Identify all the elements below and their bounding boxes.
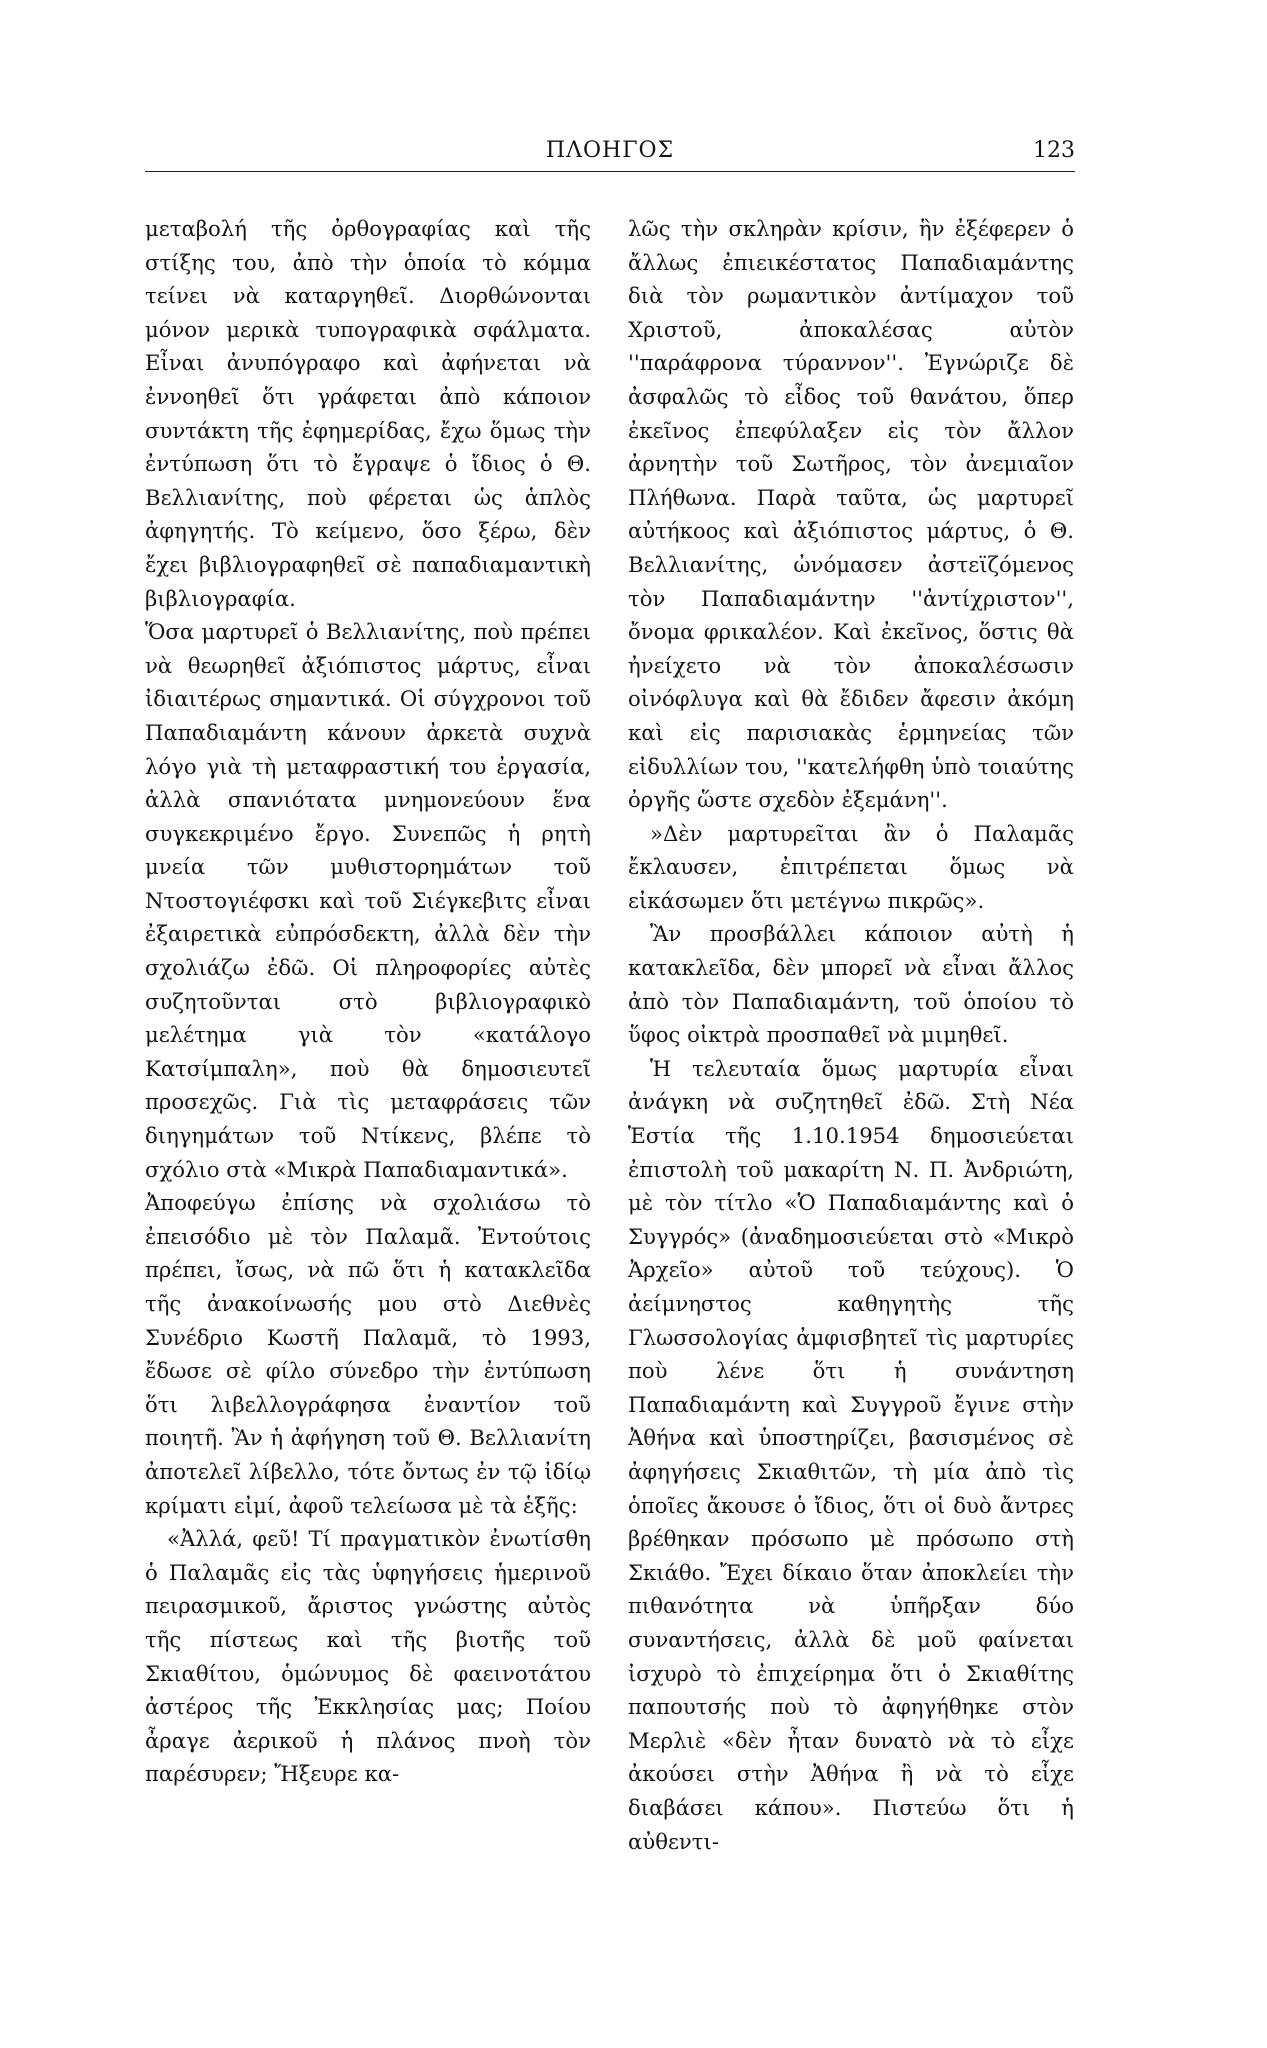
paragraph: Ἡ τελευταία ὅμως μαρτυρία εἶναι ἀνάγκη νὰ συζητηθεῖ ἐδῶ. Στὴ Νέα Ἑστία τῆς 1.10.1954 δημοσιεύεται ἐπιστολὴ τοῦ μακαρίτη Ν. Π. Ἀνδριώτη, μὲ τὸν τίτλο «Ὁ Παπαδιαμάντης καὶ ὁ Συγγρός» (ἀναδημοσιεύεται στὸ «Μικρὸ Ἀρχεῖο» αὐτοῦ τοῦ τεύχους). Ὁ ἀείμνηστος καθηγητὴς τῆς Γλωσσολογίας ἀμφισβητεῖ τὶς μαρτυρίες ποὺ λένε ὅτι ἡ συνάντηση Παπαδιαμάντη καὶ Συγγροῦ ἔγινε στὴν Ἀθήνα καὶ ὑποστηρίζει, βασισμένος σὲ ἀφηγήσεις Σκιαθιτῶν, τὴ μία ἀπὸ τὶς ὁποῖες ἄκουσε ὁ ἴδιος, ὅτι οἱ δυὸ ἄντρες βρέθηκαν πρόσωπο μὲ πρόσωπο στὴ Σκιάθο. Ἔχει δίκαιο ὅταν ἀποκλείει τὴν πιθανότητα νὰ ὑπῆρξαν δύο συναντήσεις, ἀλλὰ δὲ μοῦ φαίνεται ἰσχυρὸ τὸ ἐπιχείρημα ὅτι ὁ Σκιαθίτης παπουτσής ποὺ τὸ ἀφηγήθηκε στὸν Μερλιὲ «δὲν ἦταν δυνατὸ νὰ τὸ εἶχε ἀκούσει στὴν Ἀθήνα ἢ νὰ τὸ εἶχε διαβάσει κάπου». Πιστεύω ὅτι ἡ αὐθεντι- [628, 1055, 1074, 1854]
left-column [145, 212, 591, 1791]
paragraph: Ὅσα μαρτυρεῖ ὁ Βελλιανίτης, ποὺ πρέπει νὰ θεωρηθεῖ ἀξιόπιστος μάρτυς, εἶναι ἰδιαιτέρως σημαντικά. Οἱ σύγχρονοι τοῦ Παπαδιαμάντη κάνουν ἀρκετὰ συχνὰ λόγο γιὰ τὴ μεταφραστική του ἐργασία, ἀλλὰ σπανιότατα μνημονεύουν ἕνα συγκεκριμένο ἔργο. Συνεπῶς ἡ ρητὴ μνεία τῶν μυθιστορημάτων τοῦ Ντοστογιέφσκι καὶ τοῦ Σιέγκεβιτς εἶναι ἐξαιρετικὰ εὐπρόσδεκτη, ἀλλὰ δὲν τὴν σχολιάζω ἐδῶ. Οἱ πληροφορίες αὐτὲς συζητοῦνται στὸ βιβλιογραφικὸ μελέτημα γιὰ τὸν «κατάλογο Κατσίμπαλη», ποὺ θὰ δημοσιευτεῖ προσεχῶς. Γιὰ τὶς μεταφράσεις τῶν διηγημάτων τοῦ Ντίκενς, βλέπε τὸ σχόλιο στὰ «Μικρὰ Παπαδιαμαντικά». [145, 619, 591, 1182]
paragraph: λῶς τὴν σκληρὰν κρίσιν, ἣν ἐξέφερεν ὁ ἄλλως ἐπιεικέστατος Παπαδιαμάντης διὰ τὸν ρωμαντικὸν ἀντίμαχον τοῦ Χριστοῦ, ἀποκαλέσας αὐτὸν ''παράφρονα τύραννον''. Ἐγνώριζε δὲ ἀσφαλῶς τὸ εἶδος τοῦ θανάτου, ὅπερ ἐκεῖνος ἐπεφύλαξεν εἰς τὸν ἄλλον ἀρνητὴν τοῦ Σωτῆρος, τὸν ἀνεμιαῖον Πλήθωνα. Παρὰ ταῦτα, ὡς μαρτυρεῖ αὐτήκοος καὶ ἀξιόπιστος μάρτυς, ὁ Θ. Βελλιανίτης, ὠνόμασεν ἀστεϊζόμενος τὸν Παπαδιαμάντην ''ἀντίχριστον'', ὄνομα φρικαλέον. Καὶ ἐκεῖνος, ὅστις θὰ ἠνείχετο νὰ τὸν ἀποκαλέσωσιν οἰνόφλυγα καὶ θὰ ἔδιδεν ἄφεσιν ἀκόμη καὶ εἰς παρισιακὰς ἑρμηνείας τῶν εἰδυλλίων του, ''κατελήφθη ὑπὸ τοιαύτης ὀργῆς ὥστε σχεδὸν ἐξεμάνη''. [628, 216, 1074, 813]
paragraph: μεταβολή τῆς ὀρθογραφίας καὶ τῆς στίξης του, ἀπὸ τὴν ὁποία τὸ κόμμα τείνει νὰ καταργηθεῖ. Διορθώνονται μόνον μερικὰ τυπογραφικὰ σφάλματα. Εἶναι ἀνυπόγραφο καὶ ἀφήνεται νὰ ἐννοηθεῖ ὅτι γράφεται ἀπὸ κάποιον συντάκτη τῆς ἐφημερίδας, ἔχω ὅμως τὴν ἐντύπωση ὅτι τὸ ἔγραψε ὁ ἴδιος ὁ Θ. Βελλιανίτης, ποὺ φέρεται ὡς ἁπλὸς ἀφηγητής. Τὸ κείμενο, ὅσο ξέρω, δὲν ἔχει βιβλιογραφηθεῖ σὲ παπαδιαμαντικὴ βιβλιογραφία. [145, 216, 591, 611]
paragraph: «Ἀλλά, φεῦ! Τί πραγματικὸν ἐνωτίσθη ὁ Παλαμᾶς εἰς τὰς ὑφηγήσεις ἡμερινοῦ πειρασμικοῦ, ἄριστος γνώστης αὐτὸς τῆς πίστεως καὶ τῆς βιοτῆς τοῦ Σκιαθίτου, ὁμώνυμος δὲ φαεινοτάτου ἀστέρος τῆς Ἐκκλησίας μας; Ποίου ἆραγε ἀερικοῦ ἡ πλάνος πνοὴ τὸν παρέσυρεν; Ἤξευρε κα- [145, 1526, 591, 1787]
paragraph: Ἂν προσβάλλει κάποιον αὐτὴ ἡ κατακλεῖδα, δὲν μπορεῖ νὰ εἶναι ἄλλος ἀπὸ τὸν Παπαδιαμάντη, τοῦ ὁποίου τὸ ὕφος οἰκτρὰ προσπαθεῖ νὰ μιμηθεῖ. [628, 921, 1074, 1048]
paragraph: »Δὲν μαρτυρεῖται ἂν ὁ Παλαμᾶς ἔκλαυσεν, ἐπιτρέπεται ὅμως νὰ εἰκάσωμεν ὅτι μετέγνω πικρῶς». [628, 820, 1074, 913]
running-head [145, 138, 1075, 174]
paragraph: Ἀποφεύγω ἐπίσης νὰ σχολιάσω τὸ ἐπεισόδιο μὲ τὸν Παλαμᾶ. Ἐντούτοις πρέπει, ἴσως, νὰ πῶ ὅτι ἡ κατακλεῖδα τῆς ἀνακοίνωσής μου στὸ Διεθνὲς Συνέδριο Κωστῆ Παλαμᾶ, τὸ 1993, ἔδωσε σὲ φίλο σύνεδρο τὴν ἐντύπωση ὅτι λιβελλογράφησα ἐναντίον τοῦ ποιητῆ. Ἂν ἡ ἀφήγηση τοῦ Θ. Βελλιανίτη ἀποτελεῖ λίβελλο, τότε ὄντως ἐν τῷ ἰδίῳ κρίματι εἰμί, ἀφοῦ τελείωσα μὲ τὰ ἑξῆς: [145, 1190, 591, 1518]
header-rule [145, 171, 1075, 172]
running-head-title: ΠΛΟΗΓΟΣ [545, 138, 675, 163]
page-number: 123 [1033, 138, 1075, 163]
right-column [628, 212, 1074, 1858]
